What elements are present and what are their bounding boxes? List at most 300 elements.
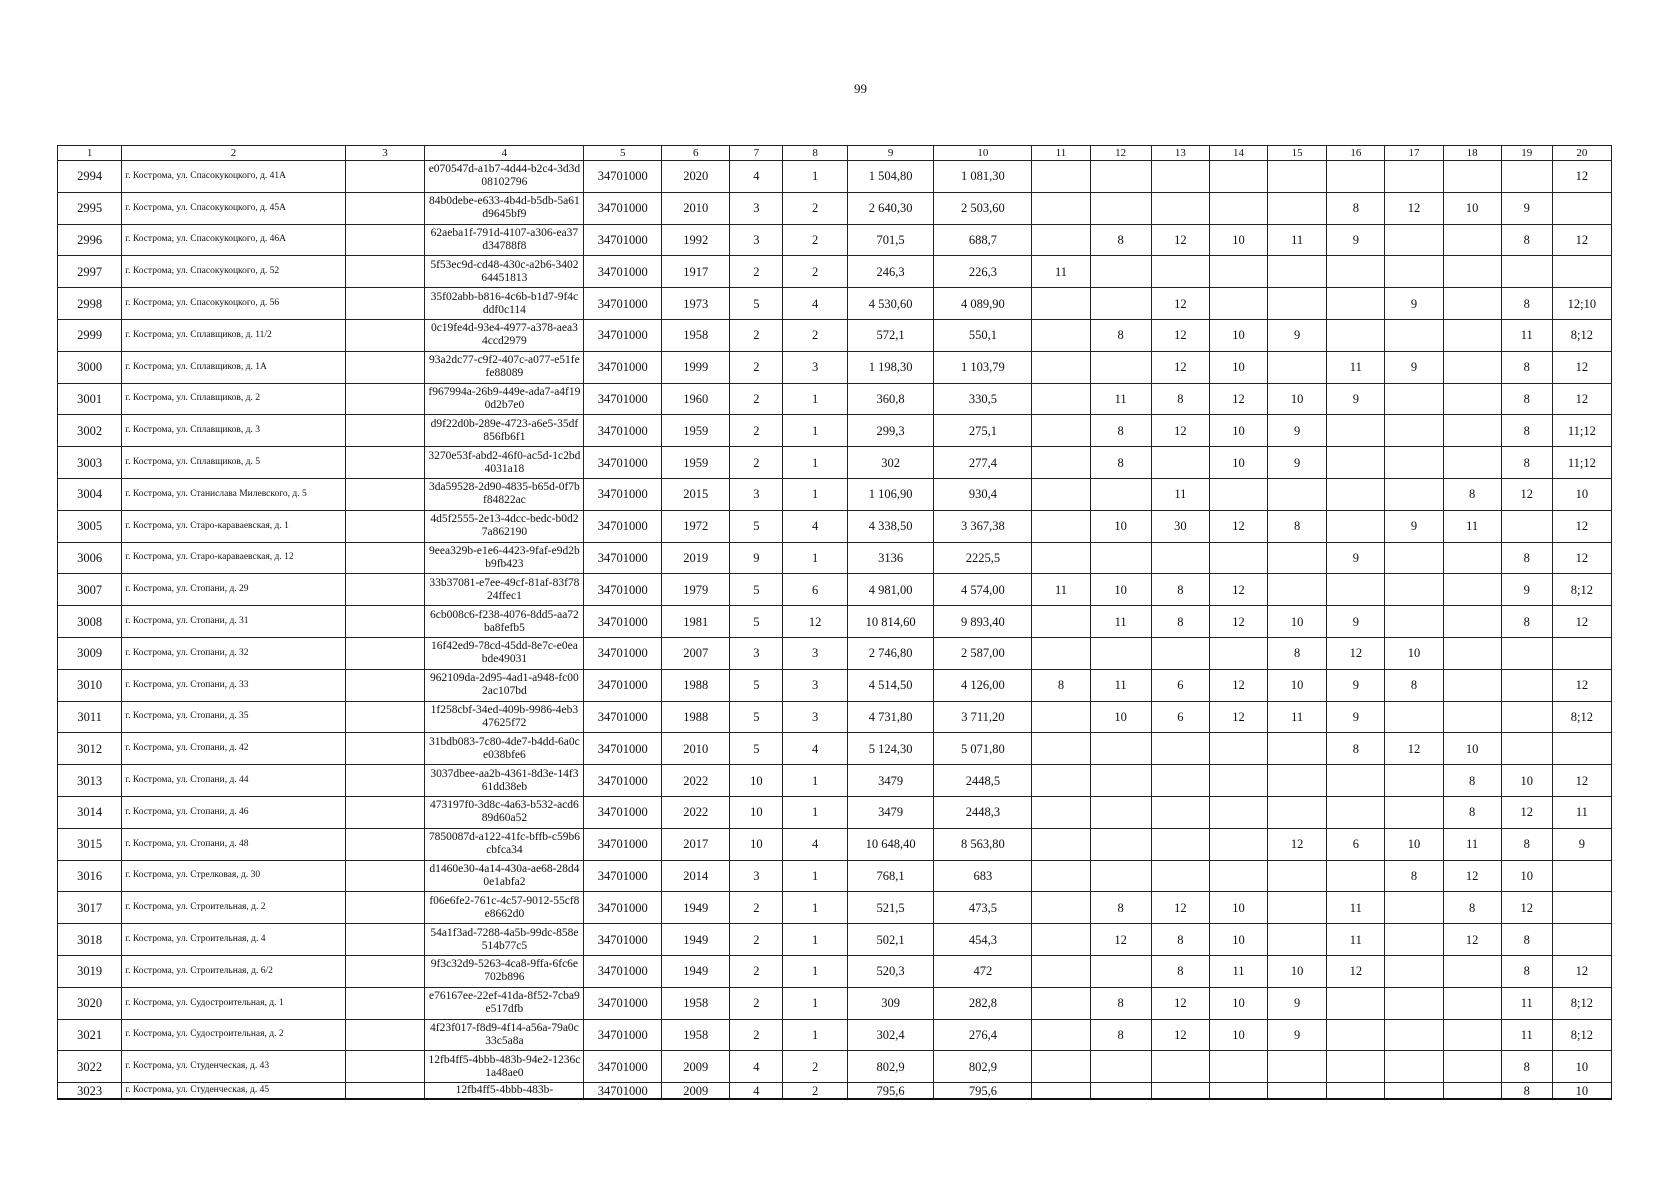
work-20-cell: 8;12 [1552,701,1611,733]
work-12-cell: 8 [1090,224,1151,256]
floors-cell: 3 [730,224,783,256]
floors-cell: 5 [730,288,783,320]
work-17-cell [1385,796,1443,828]
work-11-cell [1032,987,1090,1019]
work-19-cell: 9 [1501,192,1552,224]
oktmo-code-cell: 34701000 [584,1019,662,1051]
address-cell: г. Кострома, ул. Стопани, д. 29 [122,574,345,606]
work-13-cell [1151,733,1209,765]
work-18-cell [1443,224,1501,256]
address-cell: г. Кострома, ул. Строительная, д. 6/2 [122,955,345,987]
table-row [58,892,1612,924]
row-number-cell: 3023 [58,1083,122,1100]
living-area-cell: 473,5 [934,892,1032,924]
table-row [58,924,1612,956]
work-17-cell [1385,478,1443,510]
work-12-cell: 10 [1090,701,1151,733]
work-13-cell: 12 [1151,351,1209,383]
work-18-cell [1443,574,1501,606]
column-header-3: 3 [345,146,425,161]
work-12-cell: 8 [1090,447,1151,479]
work-19-cell: 8 [1501,288,1552,320]
floors-cell: 10 [730,796,783,828]
total-area-cell: 2 640,30 [847,192,934,224]
living-area-cell: 1 103,79 [934,351,1032,383]
work-17-cell [1385,1051,1443,1083]
address-cell: г. Кострома, ул. Сплавщиков, д. 3 [122,415,345,447]
oktmo-code-cell: 34701000 [584,288,662,320]
empty-col-3-cell [345,161,425,193]
work-11-cell [1032,765,1090,797]
work-18-cell [1443,701,1501,733]
work-15-cell: 12 [1268,828,1327,860]
year-built-cell: 1972 [662,510,730,542]
year-built-cell: 2020 [662,161,730,193]
work-12-cell [1090,733,1151,765]
work-11-cell [1032,1083,1090,1100]
year-built-cell: 1960 [662,383,730,415]
floors-cell: 4 [730,1051,783,1083]
empty-col-3-cell [345,415,425,447]
floors-cell: 5 [730,510,783,542]
year-built-cell: 2014 [662,860,730,892]
year-built-cell: 1988 [662,701,730,733]
work-11-cell [1032,1019,1090,1051]
work-18-cell [1443,542,1501,574]
work-18-cell [1443,669,1501,701]
work-13-cell: 6 [1151,669,1209,701]
entrances-cell: 4 [783,288,847,320]
work-13-cell: 12 [1151,987,1209,1019]
living-area-cell: 1 081,30 [934,161,1032,193]
work-12-cell [1090,161,1151,193]
empty-col-3-cell [345,637,425,669]
work-13-cell: 12 [1151,224,1209,256]
entrances-cell: 1 [783,924,847,956]
oktmo-code-cell: 34701000 [584,478,662,510]
address-cell: г. Кострома, ул. Спасокукоцкого, д. 46А [122,224,345,256]
living-area-cell: 802,9 [934,1051,1032,1083]
empty-col-3-cell [345,860,425,892]
work-20-cell: 12 [1552,669,1611,701]
year-built-cell: 2022 [662,796,730,828]
house-guid-cell: 1f258cbf-34ed-409b-9986-4eb347625f72 [425,701,584,733]
work-17-cell [1385,161,1443,193]
work-19-cell: 8 [1501,415,1552,447]
address-cell: г. Кострома, ул. Стопани, д. 35 [122,701,345,733]
row-number-cell: 3012 [58,733,122,765]
work-12-cell: 11 [1090,669,1151,701]
floors-cell: 10 [730,765,783,797]
work-16-cell: 9 [1327,383,1385,415]
work-15-cell [1268,574,1327,606]
work-18-cell: 8 [1443,796,1501,828]
empty-col-3-cell [345,383,425,415]
row-number-cell: 3005 [58,510,122,542]
empty-col-3-cell [345,1019,425,1051]
row-number-cell: 3017 [58,892,122,924]
work-12-cell: 11 [1090,606,1151,638]
table-row [58,510,1612,542]
work-12-cell [1090,351,1151,383]
year-built-cell: 1973 [662,288,730,320]
empty-col-3-cell [345,319,425,351]
work-14-cell: 12 [1209,510,1267,542]
work-20-cell [1552,637,1611,669]
work-20-cell: 8;12 [1552,574,1611,606]
work-19-cell: 8 [1501,542,1552,574]
entrances-cell: 1 [783,860,847,892]
work-17-cell: 9 [1385,351,1443,383]
table-row [58,224,1612,256]
entrances-cell: 1 [783,542,847,574]
row-number-cell: 3015 [58,828,122,860]
floors-cell: 2 [730,955,783,987]
work-19-cell: 8 [1501,606,1552,638]
work-12-cell: 8 [1090,987,1151,1019]
table-row [58,669,1612,701]
work-11-cell [1032,606,1090,638]
living-area-cell: 2 503,60 [934,192,1032,224]
work-14-cell [1209,478,1267,510]
address-cell: г. Кострома, ул. Сплавщиков, д. 5 [122,447,345,479]
table-row [58,796,1612,828]
work-17-cell [1385,765,1443,797]
address-cell: г. Кострома, ул. Судостроительная, д. 1 [122,987,345,1019]
work-17-cell: 12 [1385,192,1443,224]
work-17-cell [1385,892,1443,924]
work-16-cell: 9 [1327,606,1385,638]
empty-col-3-cell [345,1083,425,1100]
address-cell: г. Кострома, ул. Спасокукоцкого, д. 52 [122,256,345,288]
row-number-cell: 3022 [58,1051,122,1083]
total-area-cell: 299,3 [847,415,934,447]
work-13-cell [1151,828,1209,860]
work-17-cell [1385,574,1443,606]
entrances-cell: 2 [783,192,847,224]
work-14-cell: 10 [1209,987,1267,1019]
row-number-cell: 3014 [58,796,122,828]
table-row [58,161,1612,193]
house-guid-cell: 84b0debe-e633-4b4d-b5db-5a61d9645bf9 [425,192,584,224]
house-guid-cell: 9f3c32d9-5263-4ca8-9ffa-6fc6e702b896 [425,955,584,987]
year-built-cell: 2017 [662,828,730,860]
floors-cell: 5 [730,574,783,606]
work-15-cell [1268,478,1327,510]
work-16-cell: 9 [1327,542,1385,574]
floors-cell: 2 [730,383,783,415]
work-11-cell [1032,510,1090,542]
entrances-cell: 1 [783,415,847,447]
house-guid-cell: 3da59528-2d90-4835-b65d-0f7bf84822ac [425,478,584,510]
work-11-cell [1032,1051,1090,1083]
work-18-cell [1443,1051,1501,1083]
table-row [58,192,1612,224]
entrances-cell: 1 [783,892,847,924]
table-row [58,447,1612,479]
work-20-cell [1552,192,1611,224]
work-12-cell: 12 [1090,924,1151,956]
oktmo-code-cell: 34701000 [584,256,662,288]
empty-col-3-cell [345,733,425,765]
empty-col-3-cell [345,765,425,797]
total-area-cell: 701,5 [847,224,934,256]
work-15-cell [1268,542,1327,574]
column-header-7: 7 [730,146,783,161]
work-12-cell: 11 [1090,383,1151,415]
work-14-cell [1209,765,1267,797]
column-header-4: 4 [425,146,584,161]
year-built-cell: 1988 [662,669,730,701]
work-16-cell [1327,765,1385,797]
floors-cell: 3 [730,478,783,510]
work-13-cell [1151,1051,1209,1083]
total-area-cell: 2 746,80 [847,637,934,669]
work-13-cell: 30 [1151,510,1209,542]
entrances-cell: 12 [783,606,847,638]
house-guid-cell: 31bdb083-7c80-4de7-b4dd-6a0ce038bfe6 [425,733,584,765]
house-guid-cell: e070547d-a1b7-4d44-b2c4-3d3d08102796 [425,161,584,193]
row-number-cell: 3010 [58,669,122,701]
work-15-cell [1268,892,1327,924]
work-17-cell [1385,415,1443,447]
work-20-cell: 12 [1552,955,1611,987]
work-11-cell [1032,924,1090,956]
work-20-cell: 11;12 [1552,415,1611,447]
entrances-cell: 1 [783,161,847,193]
row-number-cell: 3021 [58,1019,122,1051]
house-guid-cell: d1460e30-4a14-430a-ae68-28d40e1abfa2 [425,860,584,892]
oktmo-code-cell: 34701000 [584,192,662,224]
work-13-cell [1151,256,1209,288]
work-18-cell: 12 [1443,924,1501,956]
living-area-cell: 472 [934,955,1032,987]
work-12-cell: 8 [1090,892,1151,924]
work-14-cell [1209,828,1267,860]
table-row [58,987,1612,1019]
entrances-cell: 3 [783,701,847,733]
work-18-cell [1443,1019,1501,1051]
work-20-cell [1552,860,1611,892]
house-guid-cell: 35f02abb-b816-4c6b-b1d7-9f4cddf0c114 [425,288,584,320]
work-14-cell: 11 [1209,955,1267,987]
work-15-cell [1268,161,1327,193]
house-guid-cell: 12fb4ff5-4bbb-483b-94e2-1236c1a48ae0 [425,1051,584,1083]
work-15-cell: 11 [1268,224,1327,256]
work-17-cell: 9 [1385,288,1443,320]
work-13-cell [1151,637,1209,669]
work-14-cell: 12 [1209,606,1267,638]
work-19-cell: 8 [1501,924,1552,956]
work-16-cell: 8 [1327,192,1385,224]
column-header-11: 11 [1032,146,1090,161]
work-13-cell: 12 [1151,319,1209,351]
oktmo-code-cell: 34701000 [584,415,662,447]
oktmo-code-cell: 34701000 [584,892,662,924]
address-cell: г. Кострома, ул. Стопани, д. 48 [122,828,345,860]
house-guid-cell: d9f22d0b-289e-4723-a6e5-35df856fb6f1 [425,415,584,447]
row-number-cell: 3008 [58,606,122,638]
work-14-cell [1209,256,1267,288]
work-15-cell [1268,256,1327,288]
floors-cell: 2 [730,351,783,383]
oktmo-code-cell: 34701000 [584,510,662,542]
work-18-cell: 10 [1443,733,1501,765]
living-area-cell: 5 071,80 [934,733,1032,765]
total-area-cell: 10 648,40 [847,828,934,860]
row-number-cell: 3006 [58,542,122,574]
work-18-cell [1443,1083,1501,1100]
address-cell: г. Кострома, ул. Сплавщиков, д. 1А [122,351,345,383]
empty-col-3-cell [345,1051,425,1083]
oktmo-code-cell: 34701000 [584,860,662,892]
work-16-cell: 12 [1327,955,1385,987]
work-11-cell [1032,733,1090,765]
address-cell: г. Кострома, ул. Сплавщиков, д. 11/2 [122,319,345,351]
house-guid-cell: 0c19fe4d-93e4-4977-a378-aea34ccd2979 [425,319,584,351]
address-cell: г. Кострома, ул. Стрелковая, д. 30 [122,860,345,892]
table-row [58,606,1612,638]
work-14-cell: 10 [1209,892,1267,924]
work-11-cell [1032,161,1090,193]
row-number-cell: 3016 [58,860,122,892]
work-17-cell [1385,701,1443,733]
work-20-cell: 10 [1552,1083,1611,1100]
work-19-cell: 8 [1501,351,1552,383]
house-guid-cell: 62aeba1f-791d-4107-a306-ea37d34788f8 [425,224,584,256]
work-18-cell [1443,351,1501,383]
table-row [58,478,1612,510]
work-13-cell: 6 [1151,701,1209,733]
table-row [58,415,1612,447]
year-built-cell: 2022 [662,765,730,797]
work-18-cell: 8 [1443,478,1501,510]
work-19-cell: 10 [1501,765,1552,797]
work-13-cell: 8 [1151,383,1209,415]
empty-col-3-cell [345,987,425,1019]
floors-cell: 5 [730,733,783,765]
total-area-cell: 1 504,80 [847,161,934,193]
floors-cell: 4 [730,1083,783,1100]
year-built-cell: 1959 [662,447,730,479]
floors-cell: 2 [730,319,783,351]
work-19-cell: 8 [1501,383,1552,415]
work-14-cell [1209,1051,1267,1083]
row-number-cell: 3004 [58,478,122,510]
floors-cell: 2 [730,447,783,479]
work-16-cell [1327,796,1385,828]
address-cell: г. Кострома, ул. Стопани, д. 44 [122,765,345,797]
work-12-cell [1090,765,1151,797]
work-15-cell [1268,351,1327,383]
table-row [58,1051,1612,1083]
work-11-cell [1032,796,1090,828]
address-cell: г. Кострома, ул. Стопани, д. 32 [122,637,345,669]
work-12-cell: 10 [1090,510,1151,542]
column-header-6: 6 [662,146,730,161]
work-18-cell [1443,987,1501,1019]
work-16-cell [1327,1051,1385,1083]
work-20-cell: 9 [1552,828,1611,860]
address-cell: г. Кострома, ул. Студенческая, д. 45 [122,1083,345,1100]
work-18-cell [1443,637,1501,669]
work-17-cell [1385,319,1443,351]
oktmo-code-cell: 34701000 [584,669,662,701]
work-13-cell: 11 [1151,478,1209,510]
work-19-cell: 9 [1501,574,1552,606]
entrances-cell: 6 [783,574,847,606]
work-17-cell [1385,1083,1443,1100]
work-15-cell [1268,765,1327,797]
empty-col-3-cell [345,510,425,542]
work-16-cell [1327,319,1385,351]
year-built-cell: 1949 [662,892,730,924]
work-17-cell [1385,383,1443,415]
living-area-cell: 226,3 [934,256,1032,288]
year-built-cell: 1917 [662,256,730,288]
oktmo-code-cell: 34701000 [584,351,662,383]
work-19-cell: 11 [1501,319,1552,351]
house-guid-cell: 962109da-2d95-4ad1-a948-fc002ac107bd [425,669,584,701]
table-row [58,288,1612,320]
work-15-cell: 10 [1268,955,1327,987]
house-guid-cell: 93a2dc77-c9f2-407c-a077-e51fefe88089 [425,351,584,383]
year-built-cell: 2009 [662,1051,730,1083]
living-area-cell: 688,7 [934,224,1032,256]
work-19-cell: 8 [1501,955,1552,987]
work-17-cell: 10 [1385,637,1443,669]
floors-cell: 2 [730,987,783,1019]
living-area-cell: 683 [934,860,1032,892]
work-11-cell [1032,351,1090,383]
house-guid-cell: 473197f0-3d8c-4a63-b532-acd689d60a52 [425,796,584,828]
column-header-18: 18 [1443,146,1501,161]
total-area-cell: 4 530,60 [847,288,934,320]
house-guid-cell: 3037dbee-aa2b-4361-8d3e-14f361dd38eb [425,765,584,797]
work-15-cell: 8 [1268,637,1327,669]
entrances-cell: 2 [783,1083,847,1100]
year-built-cell: 2010 [662,192,730,224]
year-built-cell: 1958 [662,1019,730,1051]
entrances-cell: 1 [783,478,847,510]
work-16-cell [1327,987,1385,1019]
row-number-cell: 2995 [58,192,122,224]
empty-col-3-cell [345,288,425,320]
house-guid-cell: e76167ee-22ef-41da-8f52-7cba9e517dfb [425,987,584,1019]
work-14-cell: 12 [1209,574,1267,606]
work-15-cell [1268,796,1327,828]
work-16-cell [1327,288,1385,320]
work-17-cell [1385,256,1443,288]
entrances-cell: 3 [783,351,847,383]
work-18-cell: 8 [1443,765,1501,797]
work-12-cell [1090,828,1151,860]
work-17-cell [1385,542,1443,574]
work-20-cell: 12 [1552,161,1611,193]
year-built-cell: 1958 [662,987,730,1019]
housing-register-table [57,145,1612,1100]
entrances-cell: 1 [783,955,847,987]
table-row [58,256,1612,288]
work-20-cell: 8;12 [1552,987,1611,1019]
address-cell: г. Кострома, ул. Старо-караваевская, д. 12 [122,542,345,574]
table-row [58,733,1612,765]
oktmo-code-cell: 34701000 [584,542,662,574]
work-18-cell [1443,447,1501,479]
year-built-cell: 1992 [662,224,730,256]
work-15-cell: 10 [1268,606,1327,638]
work-16-cell [1327,447,1385,479]
